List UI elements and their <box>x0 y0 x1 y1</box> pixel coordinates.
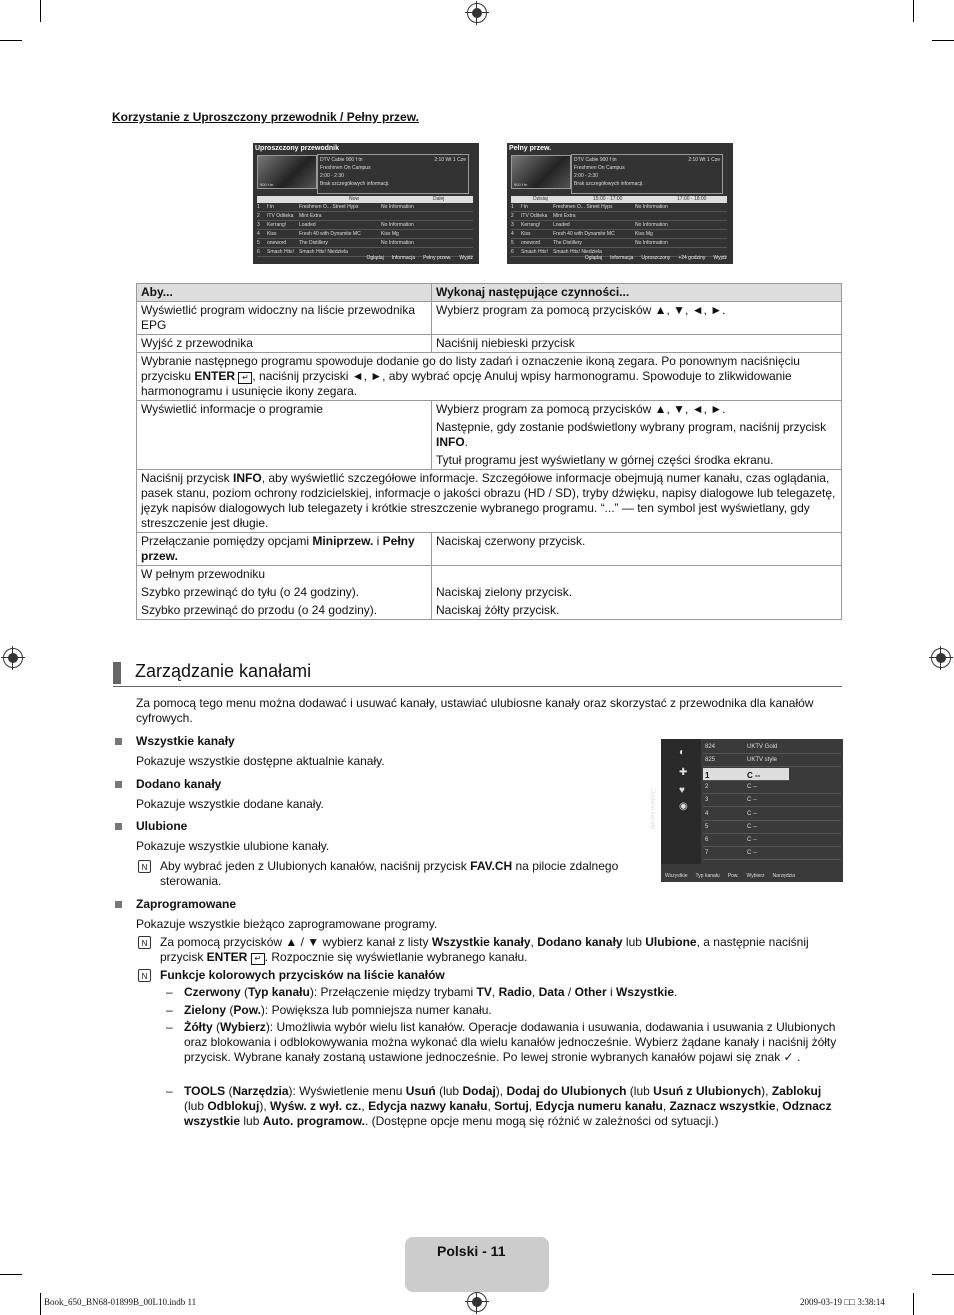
cell-num: 4 <box>257 231 260 237</box>
cell-name: oneword <box>521 240 541 246</box>
item-title: Wszystkie kanały <box>136 734 235 748</box>
channel-name: C -- <box>747 837 757 844</box>
cell-num: 6 <box>511 249 514 255</box>
channel-name: UKTV Gold <box>747 744 778 750</box>
enter-icon: ↵ <box>238 372 252 384</box>
text: Naciskaj żółty przycisk. <box>436 603 560 617</box>
cell-now: Fresh 40 with Dynamite MC <box>299 231 361 237</box>
table-cell: Wybierz program za pomocą przycisków ▲, ▼, ◄, ►. <box>432 302 842 335</box>
channel-name: C -- <box>747 850 757 857</box>
text: Zielony <box>184 1003 227 1017</box>
channel-number: 825 <box>705 757 716 764</box>
table-cell <box>432 566 842 620</box>
text: Narzędzia <box>232 1084 289 1098</box>
print-info-right: 2009-03-19 □□ 3:38:14 <box>800 1297 885 1307</box>
footer-item: Narzędzia <box>772 873 796 879</box>
item-text: Pokazuje wszystkie bieżąco zaprogramowane programy. <box>136 917 438 931</box>
cell-name: Smash Hits! <box>521 249 548 255</box>
channel-row <box>703 794 841 807</box>
registration-mark-icon <box>931 648 951 668</box>
footer-item: Pow. <box>727 873 739 879</box>
cell-now: Mint Extra <box>299 213 322 219</box>
cell-num: 5 <box>257 240 260 246</box>
side-label: Dodano kanały <box>649 789 655 830</box>
table-cell <box>137 470 842 533</box>
text: Sortuj <box>494 1099 529 1113</box>
text: Naciśnij przycisk <box>141 471 234 485</box>
footer-item: Oglądaj <box>584 255 603 261</box>
channel-row <box>703 741 841 754</box>
table-row <box>511 221 727 230</box>
tools-func: TOOLS (Narzędzia): Wyświetlenie menu Usuń (lub Dodaj), Dodaj do Ulubionych (lub Usuń z Ulubionych), Zablokuj (lub Odblokuj), Wyśw. z wył. cz., Edycja nazwy kanału, Sortuj, Edycja numeru kanału, Zaznacz wszystkie, Odznacz wszystkie lub Auto. programow.. (Dostępne opcje menu mogą się różnić w zależności od sytuacji.) <box>184 1084 832 1128</box>
channel-row <box>703 808 841 821</box>
channel-number: 824 <box>705 744 716 750</box>
cell-now: Smash Hits! Niedziela <box>553 249 602 255</box>
cell-num: 4 <box>511 231 514 237</box>
text: Typ kanału <box>248 985 310 999</box>
dash: – <box>166 1003 173 1017</box>
col-today: Dzisiaj <box>533 196 548 202</box>
text: Następnie, gdy zostanie podświetlony wybrany program, naciśnij przycisk <box>436 420 827 434</box>
crop-mark <box>0 1274 22 1275</box>
cell-name: Kerrang! <box>521 222 541 228</box>
text: TV <box>476 985 492 999</box>
cell-next: No Information <box>635 204 668 210</box>
table-cell: Wyjść z przewodnika <box>137 335 432 353</box>
cell-now: The Distillery <box>299 240 328 246</box>
cell-next: No Information <box>635 240 668 246</box>
cell-num: 1 <box>257 204 260 210</box>
color-func-yellow: Żółty (Wybierz): Umożliwia wybór wielu list kanałów. Operacje dodawania i usuwania, dodawania i usuwania z Ulubionych oraz blokowania i odblokowywania można wykonać dla wielu kanałów jednocześnie. Wybierz żądane kanały i naciśnij żółty przycisk. Wybrane kanały zostaną ustawione jednocześnie. Po lewej stronie wybranych kanałów pojawi się znak ✓ . <box>184 1020 837 1064</box>
registration-mark-icon <box>467 1292 487 1312</box>
note-icon: N <box>138 936 151 949</box>
footer-item: Informacja <box>391 255 416 261</box>
channel-name: C -- <box>747 770 761 780</box>
text: FAV.CH <box>470 859 513 873</box>
text: Wszystkie <box>615 985 674 999</box>
registration-mark-icon <box>467 3 487 23</box>
text: Tytuł programu jest wyświetlany w górnej części środka ekranu. <box>436 453 774 467</box>
cell-num: 3 <box>257 222 260 228</box>
text: Data <box>538 985 565 999</box>
guide-rows <box>511 203 727 257</box>
text: . <box>464 435 469 449</box>
channel-number: 2 <box>705 783 709 790</box>
cell-next: No Information <box>381 240 414 246</box>
note-text <box>160 935 842 965</box>
text: ): Przełączenie między trybami <box>309 985 477 999</box>
info-channel: DTV Cable 900 f tn <box>574 157 617 163</box>
table-header-right: Wykonaj następujące czynności... <box>432 284 842 302</box>
text: , aby wyświetlić szczegółowe informacje. Szczegółowe informacje obejmują numer kanału, czas oglądania, pasek stanu, poziom ochrony rodzicielskiej, informacje o jakości obrazu (HD / SD), tryby dźwięku, napisy dialogowe lub telegazetę, język napisów dialogowych lub telegazety i krótkie streszczenie wybranego programu. “...” — ten symbol jest wyświetlany, gdy streszczenie jest długie. <box>141 471 836 530</box>
table-row <box>257 239 473 248</box>
text: Edycja numeru kanału <box>535 1099 663 1113</box>
channel-number: 1 <box>705 770 710 780</box>
text: ENTER <box>206 950 248 964</box>
crop-mark <box>40 0 41 22</box>
table-cell: Wyświetlić informacje o programie <box>137 401 432 470</box>
text: Radio <box>498 985 532 999</box>
text: Ulubione <box>645 935 697 949</box>
section-title: Zarządzanie kanałami <box>135 661 312 681</box>
text: Przełączanie pomiędzy opcjami <box>141 534 313 548</box>
cell-now: The Distillery <box>553 240 582 246</box>
cell-name: Kiss <box>267 231 277 237</box>
guide-header <box>511 196 727 203</box>
item-text: Pokazuje wszystkie ulubione kanały. <box>136 839 330 853</box>
cell-next: Kiss Mg <box>635 231 653 237</box>
channel-thumbnail <box>511 155 571 189</box>
item-text: Pokazuje wszystkie dodane kanały. <box>136 797 324 811</box>
cell-name: ITV Oditeka <box>521 213 548 219</box>
cell-name: f tn <box>267 204 274 210</box>
cell-now: Smash Hits! Niedziela <box>299 249 348 255</box>
crop-mark <box>932 1274 954 1275</box>
channel-number: 7 <box>705 850 709 857</box>
guide-header <box>257 196 473 203</box>
info-duration: 2:00 - 2:30 <box>574 173 598 179</box>
channel-number: 5 <box>705 823 709 830</box>
text: na pilocie zdalnego sterowania. <box>160 859 619 888</box>
enter-icon: ↵ <box>251 953 265 965</box>
item-text: Pokazuje wszystkie dostępne aktualnie kanały. <box>136 754 385 768</box>
page-number: Polski - 11 <box>437 1243 506 1259</box>
info-label: INFO <box>233 471 262 485</box>
bullet-icon <box>115 823 122 830</box>
cell-now: Freshmen O... Street Hyps <box>299 204 359 210</box>
text: Aby wybrać jeden z Ulubionych kanałów, naciśnij przycisk <box>160 859 471 873</box>
text: Wybierz program za pomocą przycisków ▲, ▼, ◄, ►. <box>436 402 726 416</box>
footer-item: +24 godziny <box>678 255 706 261</box>
footer-item: Wszystkie <box>665 873 688 879</box>
channel-number: 4 <box>705 810 709 817</box>
cell-now: Freshmen O... Street Hyps <box>553 204 613 210</box>
text: Usuń <box>405 1084 436 1098</box>
text: i <box>373 534 383 548</box>
text: Dodaj do Ulubionych <box>506 1084 627 1098</box>
channel-list-sidebar <box>649 739 701 864</box>
table-row <box>257 203 473 212</box>
text: Pow. <box>233 1003 261 1017</box>
text: , <box>530 935 538 949</box>
text: Dodaj <box>462 1084 496 1098</box>
all-channels-icon: ◐ <box>679 747 686 758</box>
favorites-icon: ♥ <box>679 785 685 796</box>
table-header-left: Aby... <box>137 284 432 302</box>
cell-num: 2 <box>511 213 514 219</box>
channel-number: 6 <box>705 837 709 844</box>
col-time2: 17:00 - 18:00 <box>677 196 707 202</box>
cell-num: 6 <box>257 249 260 255</box>
channel-row <box>703 847 841 860</box>
text: Zablokuj <box>771 1084 822 1098</box>
cell-name: oneword <box>267 240 287 246</box>
scheduled-icon: ◉ <box>679 801 688 812</box>
text: ): Umożliwia wybór wielu list kanałów. Operacje dodawania i usuwania, dodawania i usuwania z Ulubionych oraz blokowania i odblokowywania można wykonać dla wielu kanałów jednocześnie. Wybierz żądane kanały i naciśnij żółty przycisk. Wybrane kanały zostaną ustawione jednocześnie. Po lewej stronie wybranych kanałów pojawi się znak <box>184 1020 837 1064</box>
text: Wyśw. z wył. cz. <box>270 1099 362 1113</box>
instructions-table <box>136 283 842 620</box>
table-cell <box>137 533 432 566</box>
col-now: Now <box>349 196 360 202</box>
info-time: 2:10 Wt 1 Cze <box>434 157 466 163</box>
note-icon: N <box>138 969 151 982</box>
text: , naciśnij przyciski ◄, ►, aby wybrać opcję Anuluj wpisy harmonogramu. Spowoduje to zlikwidowanie harmonogramu i usunięcie ikony zegara. <box>141 369 792 398</box>
text: Other <box>574 985 607 999</box>
dash: – <box>166 1020 173 1034</box>
channel-name: C -- <box>747 810 757 817</box>
added-channels-icon: ✚ <box>679 767 688 778</box>
text: ): Wyświetlenie menu <box>288 1084 406 1098</box>
table-row <box>511 203 727 212</box>
dash: – <box>166 985 173 999</box>
text: Zaznacz wszystkie <box>669 1099 776 1113</box>
program-info <box>317 154 469 194</box>
channel-name: C -- <box>747 783 757 790</box>
text: Usuń z Ulubionych <box>653 1084 762 1098</box>
info-details: Brak szczegółowych informacji. <box>320 181 390 187</box>
cell-name: Smash Hits! <box>267 249 294 255</box>
dash: – <box>166 1084 173 1098</box>
channel-name: C -- <box>747 797 757 804</box>
enter-label: ENTER <box>194 369 236 383</box>
text: W pełnym przewodniku <box>141 567 266 581</box>
table-cell: Wyświetlić program widoczny na liście przewodnika EPG <box>137 302 432 335</box>
table-row <box>257 221 473 230</box>
channel-row <box>703 754 841 767</box>
note-title: Funkcje kolorowych przycisków na liście kanałów <box>160 968 445 982</box>
print-info-left: Book_650_BN68-01899B_00L10.indb 11 <box>44 1297 197 1307</box>
full-guide-screenshot <box>507 143 733 264</box>
cell-next: Kiss Mg <box>381 231 399 237</box>
cell-now: Loaded <box>299 222 316 228</box>
cell-num: 3 <box>511 222 514 228</box>
table-row <box>511 230 727 239</box>
cell-now: Loaded <box>553 222 570 228</box>
text: Wybranie następnego programu spowoduje dodanie go do listy zadań i oznaczenie ikoną zegara. Po ponownym naciśnięciu przycisku <box>141 354 800 383</box>
text: Szybko przewinąć do tyłu (o 24 godziny). <box>141 585 360 599</box>
info-program: Freshmen On Campus <box>574 165 625 171</box>
cell-next: No Information <box>381 222 414 228</box>
thumb-label: 900 f tn <box>260 182 274 187</box>
text: Miniprzew. <box>312 534 374 548</box>
guide-rows <box>257 203 473 257</box>
channel-row <box>703 781 841 794</box>
table-cell: Naciśnij niebieski przycisk <box>432 335 842 353</box>
table-cell <box>432 401 842 470</box>
item-title: Dodano kanały <box>136 777 222 791</box>
text: TOOLS <box>184 1084 226 1098</box>
footer-item: Wybierz <box>746 873 765 879</box>
program-info <box>571 154 723 194</box>
guide-footer <box>257 255 473 261</box>
info-channel: DTV Cable 900 f tn <box>320 157 363 163</box>
bullet-icon <box>115 738 122 745</box>
thumb-label: 900 f tn <box>514 182 528 187</box>
cell-num: 1 <box>511 204 514 210</box>
footer-item: Typ kanału <box>695 873 720 879</box>
cell-next: No Information <box>381 204 414 210</box>
footer-item: Uproszczony <box>641 255 671 261</box>
channel-row <box>703 768 789 781</box>
text: lub <box>622 935 646 949</box>
item-title: Ulubione <box>136 819 188 833</box>
text: Czerwony <box>184 985 241 999</box>
info-details: Brak szczegółowych informacji. <box>574 181 644 187</box>
footer-item: Informacja <box>610 255 634 261</box>
text: , a następnie naciśnij przycisk <box>160 935 809 964</box>
text: . (Dostępne opcje menu mogą się różnić w zależności od sytuacji.) <box>364 1114 719 1128</box>
section-bar <box>113 662 121 684</box>
text: . Rozpocznie się wyświetlanie wybranego kanału. <box>264 950 528 964</box>
channel-row <box>703 821 841 834</box>
text: Wszystkie kanały <box>431 935 531 949</box>
info-duration: 2:00 - 2:30 <box>320 173 344 179</box>
channel-number: 3 <box>705 797 709 804</box>
table-row <box>257 230 473 239</box>
text: ( <box>240 985 249 999</box>
item-title: Zaprogramowane <box>136 897 237 911</box>
footer-item: Pełny przew. <box>423 255 452 261</box>
text: Wybierz <box>220 1020 266 1034</box>
section-divider <box>113 686 842 687</box>
info-program: Freshmen On Campus <box>320 165 371 171</box>
text: Odznacz wszystkie <box>184 1099 832 1128</box>
table-cell: Naciskaj czerwony przycisk. <box>432 533 842 566</box>
cell-now: Fresh 40 with Dynamite MC <box>553 231 615 237</box>
channel-row <box>703 834 841 847</box>
guide-footer <box>511 255 727 261</box>
text: Pełny przew. <box>141 534 415 563</box>
text: ): Powiększa lub pomniejsza numer kanału. <box>260 1003 492 1017</box>
channel-list-screenshot <box>649 739 843 882</box>
guide-title: Pełny przew. <box>509 145 552 152</box>
table-row <box>257 212 473 221</box>
col-next: Dalej <box>433 196 445 202</box>
cell-next: No Information <box>635 222 668 228</box>
cell-num: 2 <box>257 213 260 219</box>
crop-mark <box>932 40 954 41</box>
cell-name: ITV Oditeka <box>267 213 294 219</box>
crop-mark <box>913 0 914 22</box>
info-label: INFO <box>436 435 465 449</box>
footer-item: Wyjdź <box>713 255 727 261</box>
channel-footer <box>665 873 841 879</box>
checkmark-icon: ✓ <box>783 1050 794 1064</box>
cell-name: f tn <box>521 204 528 210</box>
info-time: 2:10 Wt 1 Cze <box>688 157 720 163</box>
color-func-red: Czerwony (Typ kanału): Przełączenie między trybami TV, Radio, Data / Other i Wszystkie. <box>184 985 678 999</box>
note-text <box>160 859 640 889</box>
color-func-green: Zielony (Pow.): Powiększa lub pomniejsza numer kanału. <box>184 1003 492 1017</box>
cell-now: Mint Extra <box>553 213 576 219</box>
text: Szybko przewinąć do przodu (o 24 godziny). <box>141 603 378 617</box>
cell-name: Kiss <box>521 231 531 237</box>
crop-mark <box>40 1293 41 1315</box>
intro-text: Za pomocą tego menu można dodawać i usuwać kanały, ustawiać ulubiosne kanały oraz skorzystać z przewodnika dla kanałów cyfrowych. <box>136 696 814 725</box>
text: Auto. programow. <box>262 1114 365 1128</box>
table-cell <box>137 566 432 620</box>
bullet-icon <box>115 781 122 788</box>
crop-mark <box>913 1293 914 1315</box>
crop-mark <box>0 40 22 41</box>
channel-name: C -- <box>747 823 757 830</box>
text: Za pomocą przycisków ▲ / ▼ wybierz kanał z listy <box>160 935 432 949</box>
channel-name: UKTV style <box>747 757 778 764</box>
table-row <box>511 239 727 248</box>
text: Dodano kanały <box>537 935 623 949</box>
table-cell <box>137 353 842 401</box>
simple-guide-screenshot <box>253 143 479 264</box>
cell-name: Kerrang! <box>267 222 287 228</box>
note-icon: N <box>138 860 151 873</box>
bullet-icon <box>115 901 122 908</box>
col-time1: 15:00 - 17:00 <box>593 196 623 202</box>
cell-num: 5 <box>511 240 514 246</box>
registration-mark-icon <box>3 648 23 668</box>
text: Naciskaj zielony przycisk. <box>436 585 573 599</box>
text: Odblokuj <box>207 1099 260 1113</box>
footer-item: Oglądaj <box>366 255 384 261</box>
footer-item: Wyjdź <box>459 255 473 261</box>
channel-thumbnail <box>257 155 317 189</box>
guide-title: Uproszczony przewodnik <box>255 145 340 152</box>
table-row <box>511 212 727 221</box>
text: Żółty <box>184 1020 213 1034</box>
text: Edycja nazwy kanału <box>368 1099 488 1113</box>
subsection-title: Korzystanie z Uproszczony przewodnik / Pełny przew. <box>112 110 419 124</box>
